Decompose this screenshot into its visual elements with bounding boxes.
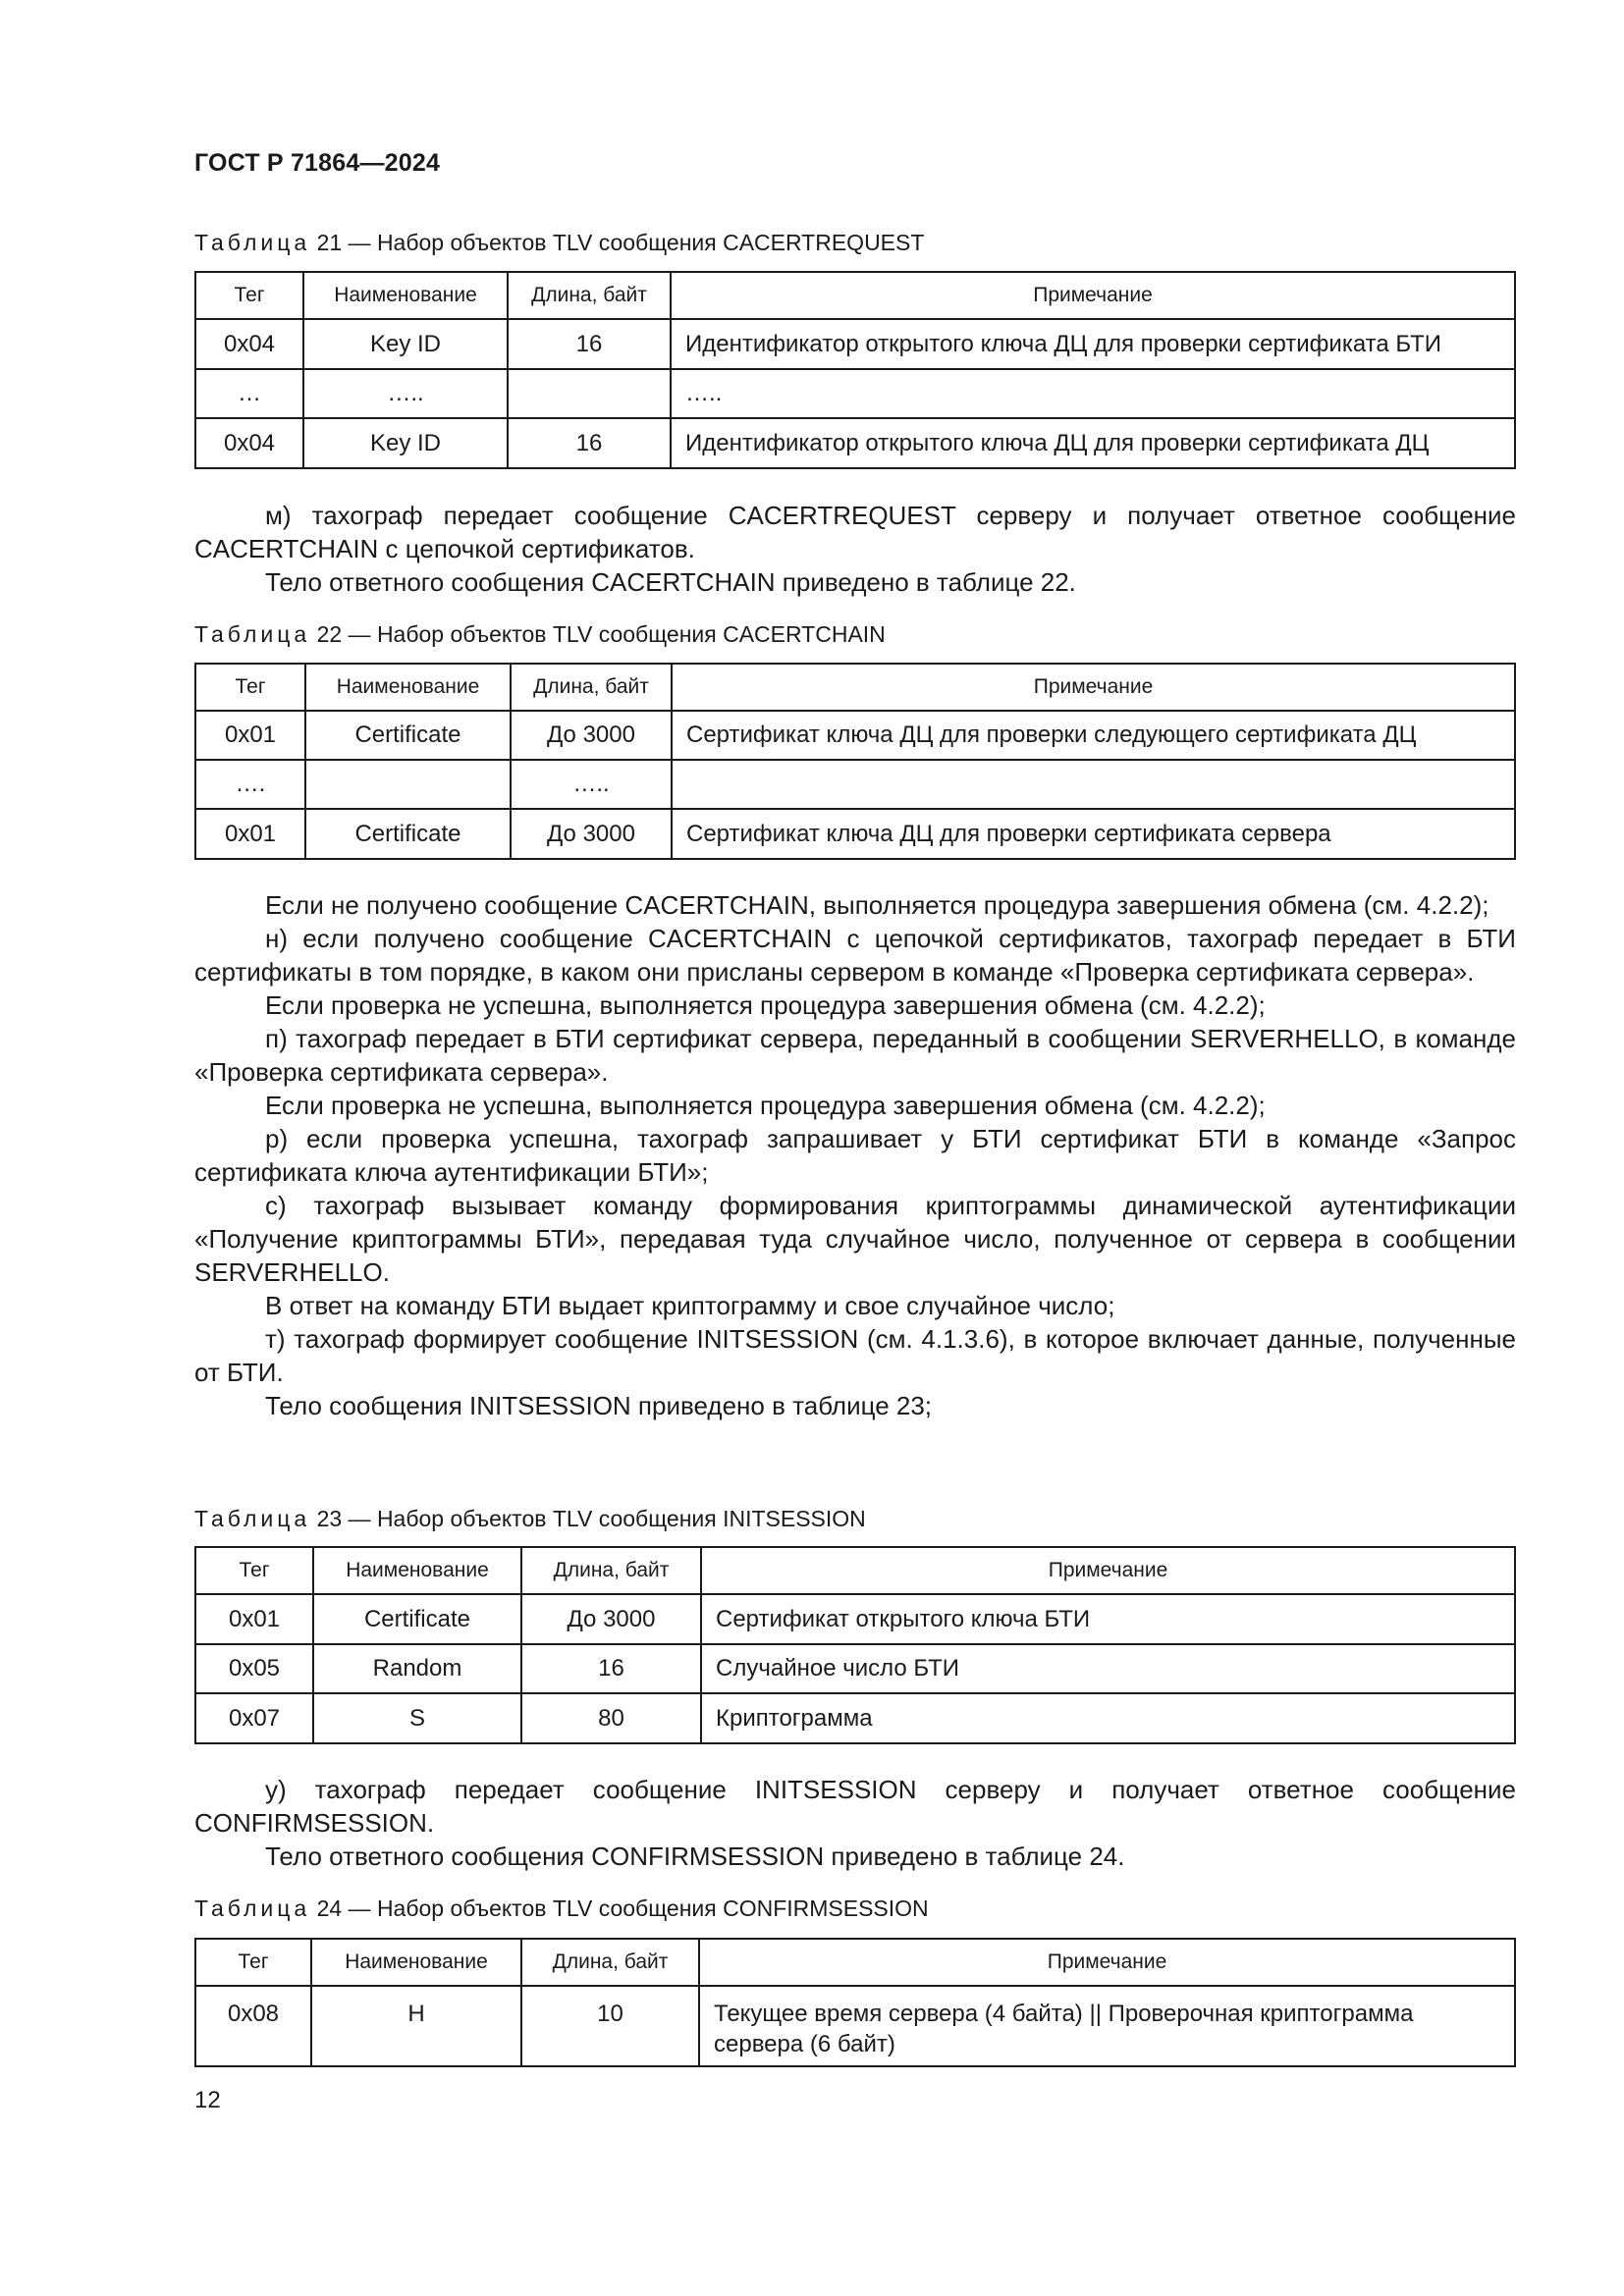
table-header-row [195, 1939, 1515, 1986]
paragraph: Если не получено сообщение CACERTCHAIN, выполняется процедура завершения обмена (см. 4.2.2); [265, 890, 1489, 920]
cell-note: Сертификат ключа ДЦ для проверки следующего сертификата ДЦ [672, 711, 1515, 760]
table-header-row [195, 1547, 1515, 1594]
header-name: Наименование [305, 664, 511, 711]
table-header-row [195, 272, 1515, 319]
paragraph: р) если проверка успешна, тахограф запрашивает у БТИ сертификат БТИ в команде «Запрос сертификата ключа аутентификации БТИ»; [194, 1124, 1516, 1187]
table-24 [194, 1938, 1516, 2067]
table-21 [194, 271, 1516, 469]
caption-prefix: Таблица [194, 621, 311, 647]
header-name: Наименование [311, 1939, 521, 1986]
header-tag: Тег [195, 664, 305, 711]
paragraph: Если проверка не успешна, выполняется процедура завершения обмена (см. 4.2.2); [265, 1091, 1266, 1120]
cell-length: До 3000 [511, 809, 672, 859]
cell-note: Идентификатор открытого ключа ДЦ для проверки сертификата БТИ [671, 319, 1515, 369]
cell-note: Случайное число БТИ [701, 1644, 1515, 1693]
header-name: Наименование [303, 272, 508, 319]
table-row [195, 760, 1515, 809]
header-length: Длина, байт [521, 1939, 699, 1986]
text-block-1 [194, 499, 1516, 599]
cell-name: Random [313, 1644, 521, 1693]
paragraph: Тело ответного сообщения CACERTCHAIN приведено в таблице 22. [265, 567, 1076, 597]
cell-tag: 0x01 [195, 711, 305, 760]
cell-note: Сертификат открытого ключа БТИ [701, 1594, 1515, 1644]
table-header-row [195, 664, 1515, 711]
cell-name [305, 760, 511, 809]
cell-length: 16 [508, 319, 671, 369]
table-row [195, 1644, 1515, 1693]
caption-text: 24 — Набор объектов TLV сообщения CONFIRMSESSION [316, 1896, 929, 1921]
header-note: Примечание [701, 1547, 1515, 1594]
cell-length: 16 [521, 1644, 701, 1693]
cell-tag: …. [195, 760, 305, 809]
cell-length [508, 369, 671, 418]
table-row [195, 418, 1515, 468]
header-tag: Тег [195, 272, 303, 319]
cell-name: Key ID [303, 319, 508, 369]
cell-name: H [311, 1986, 521, 2066]
table-row [195, 319, 1515, 369]
cell-name: Certificate [313, 1594, 521, 1644]
paragraph: т) тахограф формирует сообщение INITSESSION (см. 4.1.3.6), в которое включает данные, полученные от БТИ. [194, 1324, 1516, 1387]
paragraph: н) если получено сообщение CACERTCHAIN с цепочкой сертификатов, тахограф передает в БТИ сертификаты в том порядке, в каком они присланы сервером в команде «Проверка сертификата сервера». [194, 924, 1516, 987]
table-23-caption [194, 1506, 866, 1532]
caption-prefix: Таблица [194, 1896, 311, 1921]
table-23 [194, 1546, 1516, 1744]
cell-length: 10 [521, 1986, 699, 2066]
cell-tag: 0x01 [195, 809, 305, 859]
cell-tag: … [195, 369, 303, 418]
table-row [195, 809, 1515, 859]
cell-name: ….. [303, 369, 508, 418]
cell-length: До 3000 [521, 1594, 701, 1644]
caption-text: 22 — Набор объектов TLV сообщения CACERTCHAIN [316, 621, 886, 647]
paragraph: с) тахограф вызывает команду формирования криптограммы динамической аутентификации «Получение криптограммы БТИ», передавая туда случайное число, полученное от сервера в сообщении SERVERHELLO. [194, 1191, 1516, 1287]
header-length: Длина, байт [508, 272, 671, 319]
header-name: Наименование [313, 1547, 521, 1594]
standard-header: ГОСТ Р 71864—2024 [194, 149, 441, 177]
header-length: Длина, байт [521, 1547, 701, 1594]
table-row [195, 1986, 1515, 2066]
cell-length: 80 [521, 1693, 701, 1743]
table-row [195, 711, 1515, 760]
cell-note: ….. [671, 369, 1515, 418]
cell-name: Certificate [305, 711, 511, 760]
cell-name: Key ID [303, 418, 508, 468]
header-note: Примечание [699, 1939, 1515, 1986]
table-22-caption [194, 621, 886, 648]
cell-note: Текущее время сервера (4 байта) || Проверочная криптограмма сервера (6 байт) [699, 1986, 1515, 2066]
cell-tag: 0x01 [195, 1594, 313, 1644]
cell-tag: 0x05 [195, 1644, 313, 1693]
paragraph: у) тахограф передает сообщение INITSESSION серверу и получает ответное сообщение CONFIRMSESSION. [194, 1775, 1516, 1838]
cell-note: Сертификат ключа ДЦ для проверки сертификата сервера [672, 809, 1515, 859]
paragraph: м) тахограф передает сообщение CACERTREQUEST серверу и получает ответное сообщение CACERTCHAIN с цепочкой сертификатов. [194, 501, 1516, 563]
header-tag: Тег [195, 1547, 313, 1594]
cell-note: Криптограмма [701, 1693, 1515, 1743]
paragraph: п) тахограф передает в БТИ сертификат сервера, переданный в сообщении SERVERHELLO, в команде «Проверка сертификата сервера». [194, 1024, 1516, 1087]
cell-length: 16 [508, 418, 671, 468]
table-row [195, 1693, 1515, 1743]
page-number: 12 [194, 2087, 221, 2113]
text-block-2 [194, 888, 1516, 1422]
table-22 [194, 663, 1516, 860]
paragraph: Если проверка не успешна, выполняется процедура завершения обмена (см. 4.2.2); [265, 990, 1266, 1020]
caption-text: 23 — Набор объектов TLV сообщения INITSESSION [316, 1506, 866, 1531]
cell-note: Идентификатор открытого ключа ДЦ для проверки сертификата ДЦ [671, 418, 1515, 468]
caption-prefix: Таблица [194, 230, 311, 255]
cell-note [672, 760, 1515, 809]
cell-length: ….. [511, 760, 672, 809]
text-block-3 [194, 1773, 1516, 1873]
paragraph: Тело ответного сообщения CONFIRMSESSION приведено в таблице 24. [265, 1842, 1125, 1871]
cell-tag: 0x07 [195, 1693, 313, 1743]
cell-length: До 3000 [511, 711, 672, 760]
table-row [195, 1594, 1515, 1644]
header-note: Примечание [672, 664, 1515, 711]
cell-tag: 0x04 [195, 418, 303, 468]
caption-text: 21 — Набор объектов TLV сообщения CACERTREQUEST [316, 230, 925, 255]
header-length: Длина, байт [511, 664, 672, 711]
cell-tag: 0x08 [195, 1986, 311, 2066]
paragraph: Тело сообщения INITSESSION приведено в таблице 23; [265, 1391, 933, 1420]
table-24-caption [194, 1896, 929, 1922]
paragraph: В ответ на команду БТИ выдает криптограмму и свое случайное число; [265, 1291, 1115, 1320]
header-note: Примечание [671, 272, 1515, 319]
table-row [195, 369, 1515, 418]
caption-prefix: Таблица [194, 1506, 311, 1531]
cell-name: S [313, 1693, 521, 1743]
header-tag: Тег [195, 1939, 311, 1986]
cell-tag: 0x04 [195, 319, 303, 369]
table-21-caption [194, 230, 924, 256]
cell-name: Certificate [305, 809, 511, 859]
